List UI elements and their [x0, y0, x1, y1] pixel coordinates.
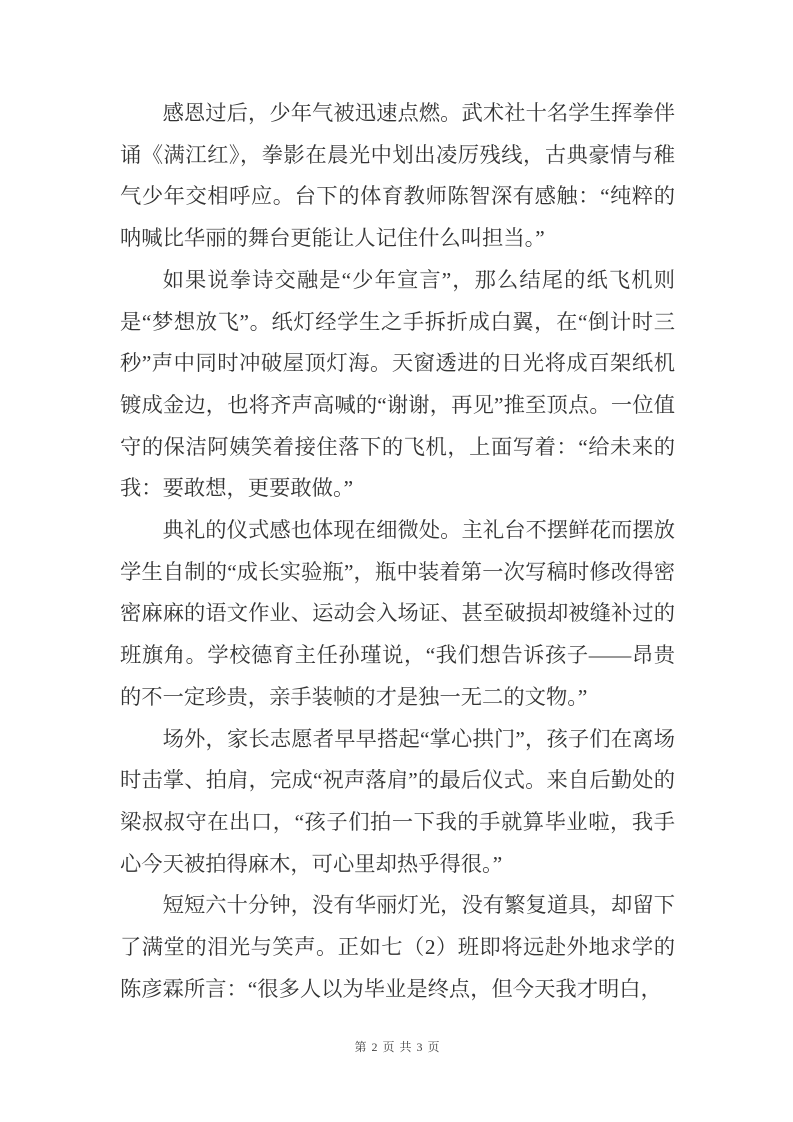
paragraph[interactable]: 短短六十分钟，没有华丽灯光，没有繁复道具，却留下了满堂的泪光与笑声。正如七（2）班即将远赴外地求学的陈彦霖所言：“很多人以为毕业是终点，但今天我才明白， — [120, 893, 675, 1001]
paragraph[interactable]: 场外，家长志愿者早早搭起“掌心拱门”，孩子们在离场时击掌、拍肩，完成“祝声落肩”的最后仪式。来自后勤处的梁叔叔守在出口，“孩子们拍一下我的手就算毕业啦，我手心今天被拍得麻木，可心里却热乎得很。” — [120, 726, 675, 876]
document-body — [120, 93, 675, 1010]
paragraph[interactable]: 如果说拳诗交融是“少年宣言”，那么结尾的纸飞机则是“梦想放飞”。纸灯经学生之手拆折成白翼，在“倒计时三秒”声中同时冲破屋顶灯海。天窗透进的日光将成百架纸机镀成金边，也将齐声高喊的“谢谢，再见”推至顶点。一位值守的保洁阿姨笑着接住落下的飞机，上面写着：“给未来的我：要敢想，更要敢做。” — [120, 267, 675, 501]
page-footer — [120, 1038, 675, 1056]
page-number-indicator: 第 2 页 共 3 页 — [354, 1040, 441, 1054]
paragraph[interactable]: 典礼的仪式感也体现在细微处。主礼台不摆鲜花而摆放学生自制的“成长实验瓶”，瓶中装着第一次写稿时修改得密密麻麻的语文作业、运动会入场证、甚至破损却被缝补过的班旗角。学校德育主任孙瑾说，“我们想告诉孩子——昂贵的不一定珍贵，亲手装帧的才是独一无二的文物。” — [120, 518, 675, 709]
paragraph[interactable]: 感恩过后，少年气被迅速点燃。武术社十名学生挥拳伴诵《满江红》，拳影在晨光中划出凌厉残线，古典豪情与稚气少年交相呼应。台下的体育教师陈智深有感触：“纯粹的呐喊比华丽的舞台更能让人记住什么叫担当。” — [120, 101, 675, 251]
